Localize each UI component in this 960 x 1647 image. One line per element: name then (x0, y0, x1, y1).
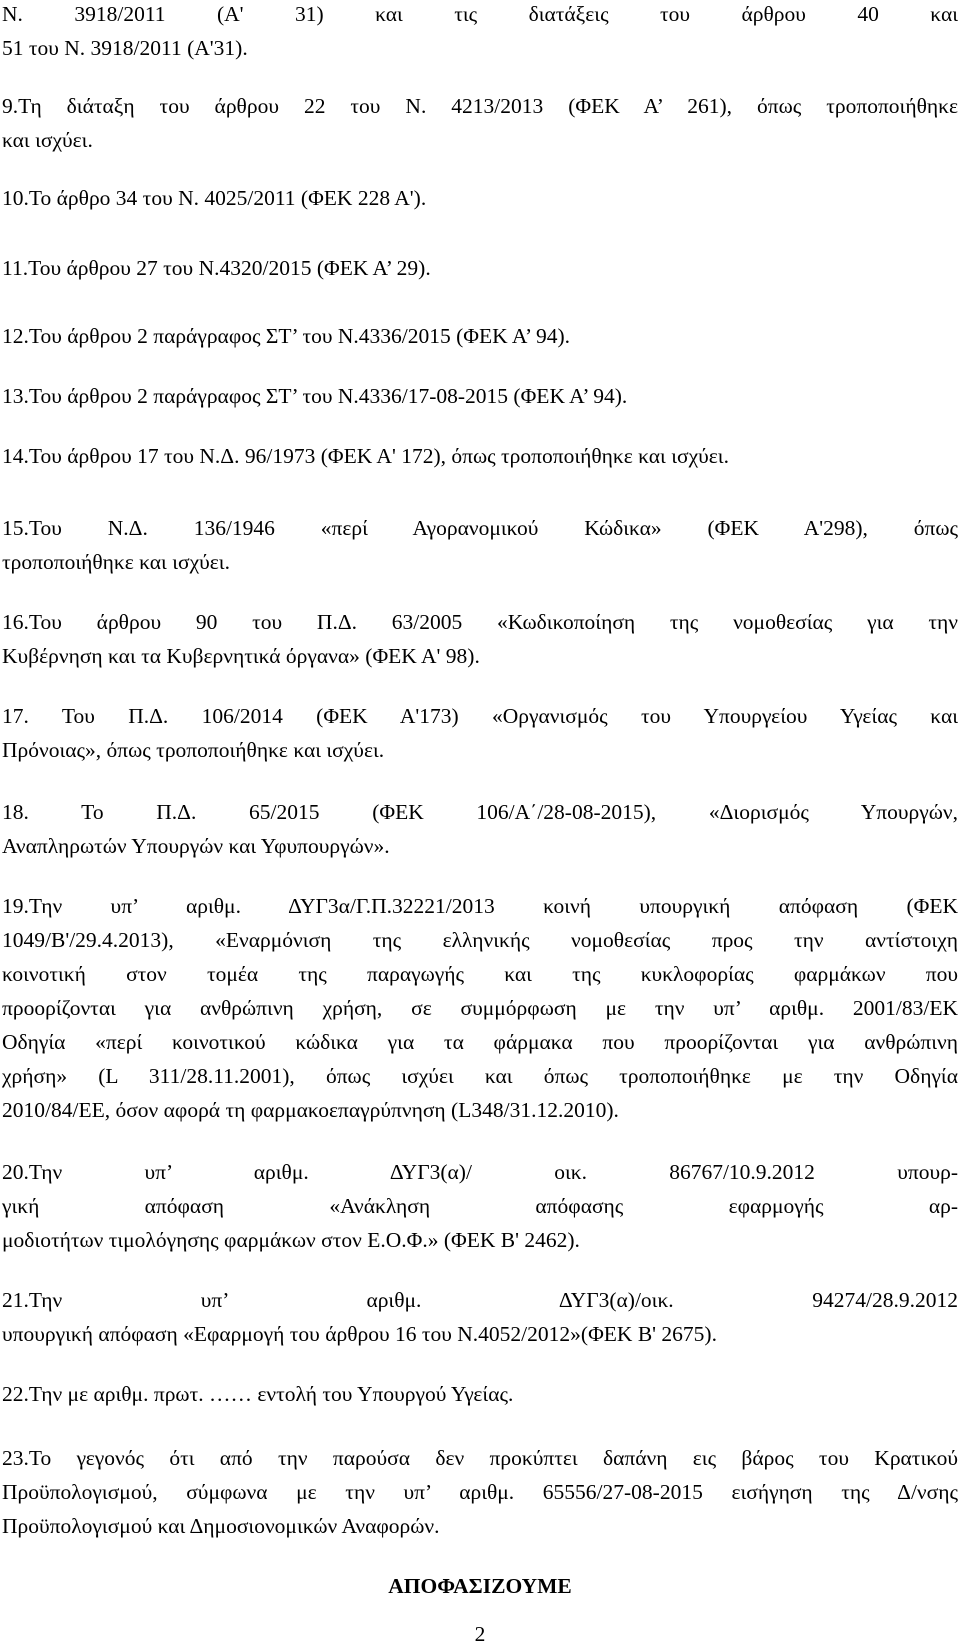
paragraph-20-line-3: μοδιοτήτων τιμολόγησης φαρμάκων στον Ε.Ο.Φ.» (ΦΕΚ Β' 2462). (2, 1228, 580, 1252)
paragraph-19-line-6: χρήση» (L 311/28.11.2001), όπως ισχύει και όπως τροποποιήθηκε με την Οδηγία (2, 1064, 958, 1088)
paragraph-8-line-2: 51 του Ν. 3918/2011 (Α'31). (2, 36, 248, 60)
paragraph-23-line-1: 23.Το γεγονός ότι από την παρούσα δεν προκύπτει δαπάνη εις βάρος του Κρατικού (2, 1446, 958, 1470)
paragraph-19-line-7: 2010/84/ΕΕ, όσον αφορά τη φαρμακοεπαγρύπνηση (L348/31.12.2010). (2, 1098, 619, 1122)
paragraph-8-line-1: Ν. 3918/2011 (Α' 31) και τις διατάξεις του άρθρου 40 και (2, 2, 958, 26)
paragraph-16-line-1: 16.Του άρθρου 90 του Π.Δ. 63/2005 «Κωδικοποίηση της νομοθεσίας για την (2, 610, 958, 634)
paragraph-18-line-2: Αναπληρωτών Υπουργών και Υφυπουργών». (2, 834, 390, 858)
decision-heading: ΑΠΟΦΑΣΙΖΟΥΜΕ (388, 1574, 572, 1598)
paragraph-15-line-1: 15.Του Ν.Δ. 136/1946 «περί Αγορανομικού Κώδικα» (ΦΕΚ Α'298), όπως (2, 516, 958, 540)
paragraph-19-line-5: Οδηγία «περί κοινοτικού κώδικα για τα φάρμακα που προορίζονται για ανθρώπινη (2, 1030, 958, 1054)
page-number: 2 (474, 1622, 486, 1646)
paragraph-12-line-1: 12.Του άρθρου 2 παράγραφος ΣΤ’ του Ν.4336/2015 (ΦΕΚ Α’ 94). (2, 324, 570, 348)
paragraph-17-line-2: Πρόνοιας», όπως τροποποιήθηκε και ισχύει. (2, 738, 385, 762)
paragraph-9-line-2: και ισχύει. (2, 128, 93, 152)
paragraph-14-line-1: 14.Του άρθρου 17 του Ν.Δ. 96/1973 (ΦΕΚ Α' 172), όπως τροποποιήθηκε και ισχύει. (2, 444, 729, 468)
paragraph-15-line-2: τροποποιήθηκε και ισχύει. (2, 550, 230, 574)
paragraph-19-line-4: προορίζονται για ανθρώπινη χρήση, σε συμμόρφωση με την υπ’ αριθμ. 2001/83/ΕΚ (2, 996, 958, 1020)
paragraph-18-line-1: 18. Το Π.Δ. 65/2015 (ΦΕΚ 106/Α΄/28-08-2015), «Διορισμός Υπουργών, (2, 800, 958, 824)
paragraph-22-line-1: 22.Την με αριθμ. πρωτ. …… εντολή του Υπουργού Υγείας. (2, 1382, 514, 1406)
paragraph-16-line-2: Κυβέρνηση και τα Κυβερνητικά όργανα» (ΦΕΚ Α' 98). (2, 644, 480, 668)
paragraph-13-line-1: 13.Του άρθρου 2 παράγραφος ΣΤ’ του Ν.4336/17-08-2015 (ΦΕΚ Α’ 94). (2, 384, 628, 408)
paragraph-23-line-3: Προϋπολογισμού και Δημοσιονομικών Αναφορών. (2, 1514, 440, 1538)
paragraph-21-line-1: 21.Την υπ’ αριθμ. ΔΥΓ3(α)/οικ. 94274/28.9.2012 (2, 1288, 958, 1312)
paragraph-21-line-2: υπουργική απόφαση «Εφαρμογή του άρθρου 16 του Ν.4052/2012»(ΦΕΚ Β' 2675). (2, 1322, 717, 1346)
paragraph-11-line-1: 11.Του άρθρου 27 του Ν.4320/2015 (ΦΕΚ Α’ 29). (2, 256, 431, 280)
paragraph-10-line-1: 10.Το άρθρο 34 του Ν. 4025/2011 (ΦΕΚ 228 Α'). (2, 186, 427, 210)
paragraph-19-line-2: 1049/Β'/29.4.2013), «Εναρμόνιση της ελληνικής νομοθεσίας προς την αντίστοιχη (2, 928, 958, 952)
paragraph-19-line-1: 19.Την υπ’ αριθμ. ΔΥΓ3α/Γ.Π.32221/2013 κοινή υπουργική απόφαση (ΦΕΚ (2, 894, 958, 918)
paragraph-23-line-2: Προϋπολογισμού, σύμφωνα με την υπ’ αριθμ. 65556/27-08-2015 εισήγηση της Δ/νσης (2, 1480, 958, 1504)
paragraph-20-line-2: γική απόφαση «Ανάκληση απόφασης εφαρμογής αρ- (2, 1194, 958, 1218)
paragraph-17-line-1: 17. Του Π.Δ. 106/2014 (ΦΕΚ Α'173) «Οργανισμός του Υπουργείου Υγείας και (2, 704, 958, 728)
paragraph-19-line-3: κοινοτική στον τομέα της παραγωγής και της κυκλοφορίας φαρμάκων που (2, 962, 958, 986)
paragraph-20-line-1: 20.Την υπ’ αριθμ. ΔΥΓ3(α)/ οικ. 86767/10.9.2012 υπουρ- (2, 1160, 958, 1184)
paragraph-9-line-1: 9.Τη διάταξη του άρθρου 22 του Ν. 4213/2013 (ΦΕΚ Α’ 261), όπως τροποποιήθηκε (2, 94, 958, 118)
